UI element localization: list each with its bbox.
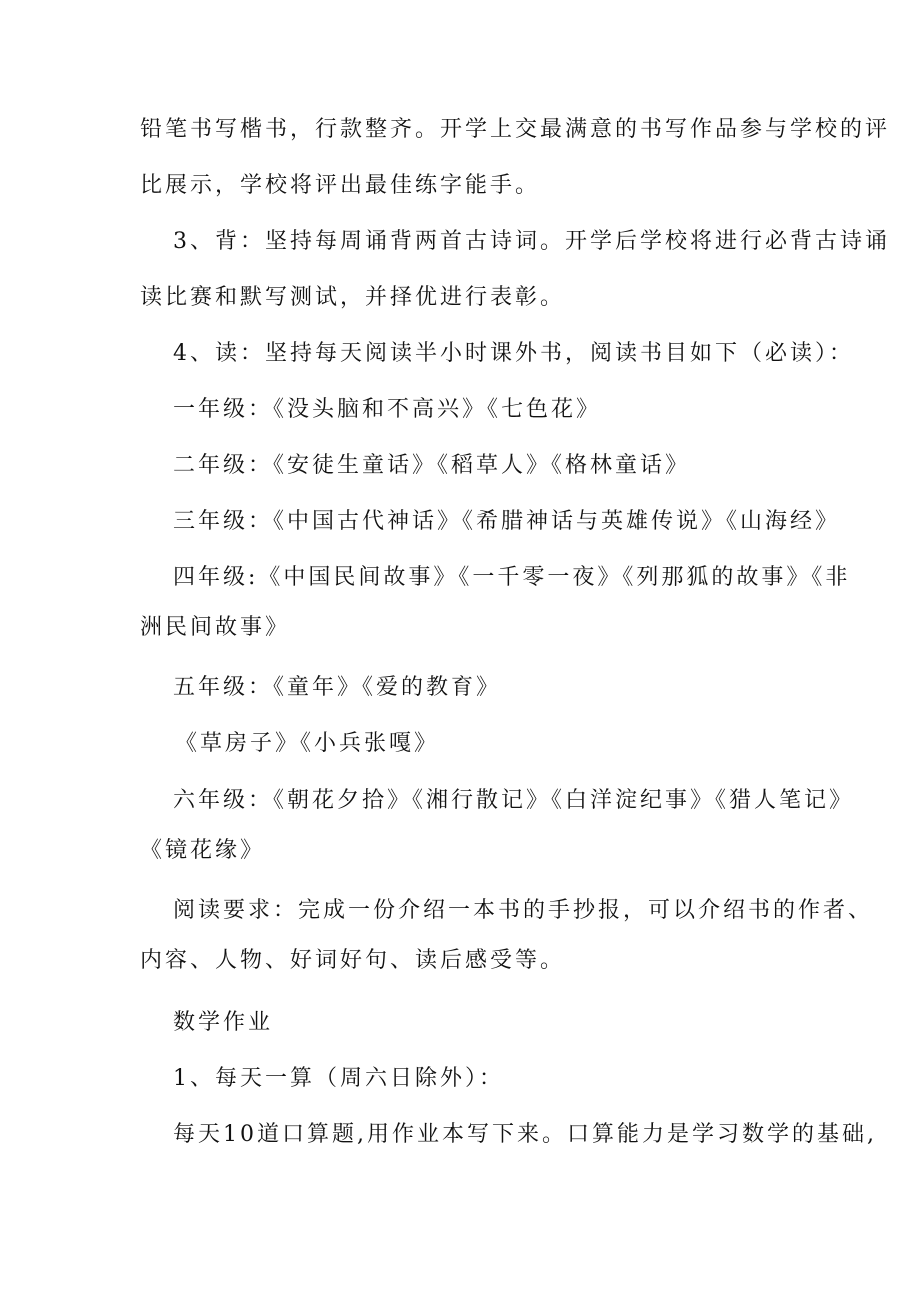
section-heading-math: 数学作业: [173, 1010, 274, 1035]
paragraph-line: 阅读要求：完成一份介绍一本书的手抄报，可以介绍书的作者、: [173, 898, 874, 923]
book-list-grade-2: 二年级：《安徒生童话》《稻草人》《格林童话》: [173, 453, 691, 478]
paragraph-line: 铅笔书写楷书，行款整齐。开学上交最满意的书写作品参与学校的评: [140, 117, 891, 142]
book-list-grade-6-continued: 《镜花缘》: [140, 838, 266, 863]
book-list-grade-6: 六年级：《朝花夕拾》《湘行散记》《白洋淀纪事》《猎人笔记》: [173, 788, 855, 813]
book-list-grade-1: 一年级：《没头脑和不高兴》《七色花》: [173, 397, 602, 422]
book-list-grade-5: 五年级：《童年》《爱的教育》: [173, 675, 502, 700]
paragraph-line: 每天10道口算题,用作业本写下来。口算能力是学习数学的基础,: [173, 1122, 877, 1147]
paragraph-line: 1、每天一算（周六日除外）：: [173, 1066, 504, 1091]
paragraph-line: 读比赛和默写测试，并择优进行表彰。: [140, 285, 566, 310]
book-list-grade-5-continued: 《草房子》《小兵张嘎》: [175, 731, 440, 756]
paragraph-line: 3、背：坚持每周诵背两首古诗词。开学后学校将进行必背古诗诵: [173, 229, 890, 254]
book-list-grade-4-continued: 洲民间故事》: [140, 615, 291, 640]
book-list-grade-3: 三年级：《中国古代神话》《希腊神话与英雄传说》《山海经》: [173, 509, 841, 534]
paragraph-line: 内容、人物、好词好句、读后感受等。: [140, 948, 566, 973]
paragraph-line: 4、读：坚持每天阅读半小时课外书，阅读书目如下（必读）：: [173, 341, 854, 366]
book-list-grade-4: 四年级:《中国民间故事》《一千零一夜》《列那狐的故事》《非: [173, 565, 851, 590]
paragraph-line: 比展示，学校将评出最佳练字能手。: [140, 173, 541, 198]
